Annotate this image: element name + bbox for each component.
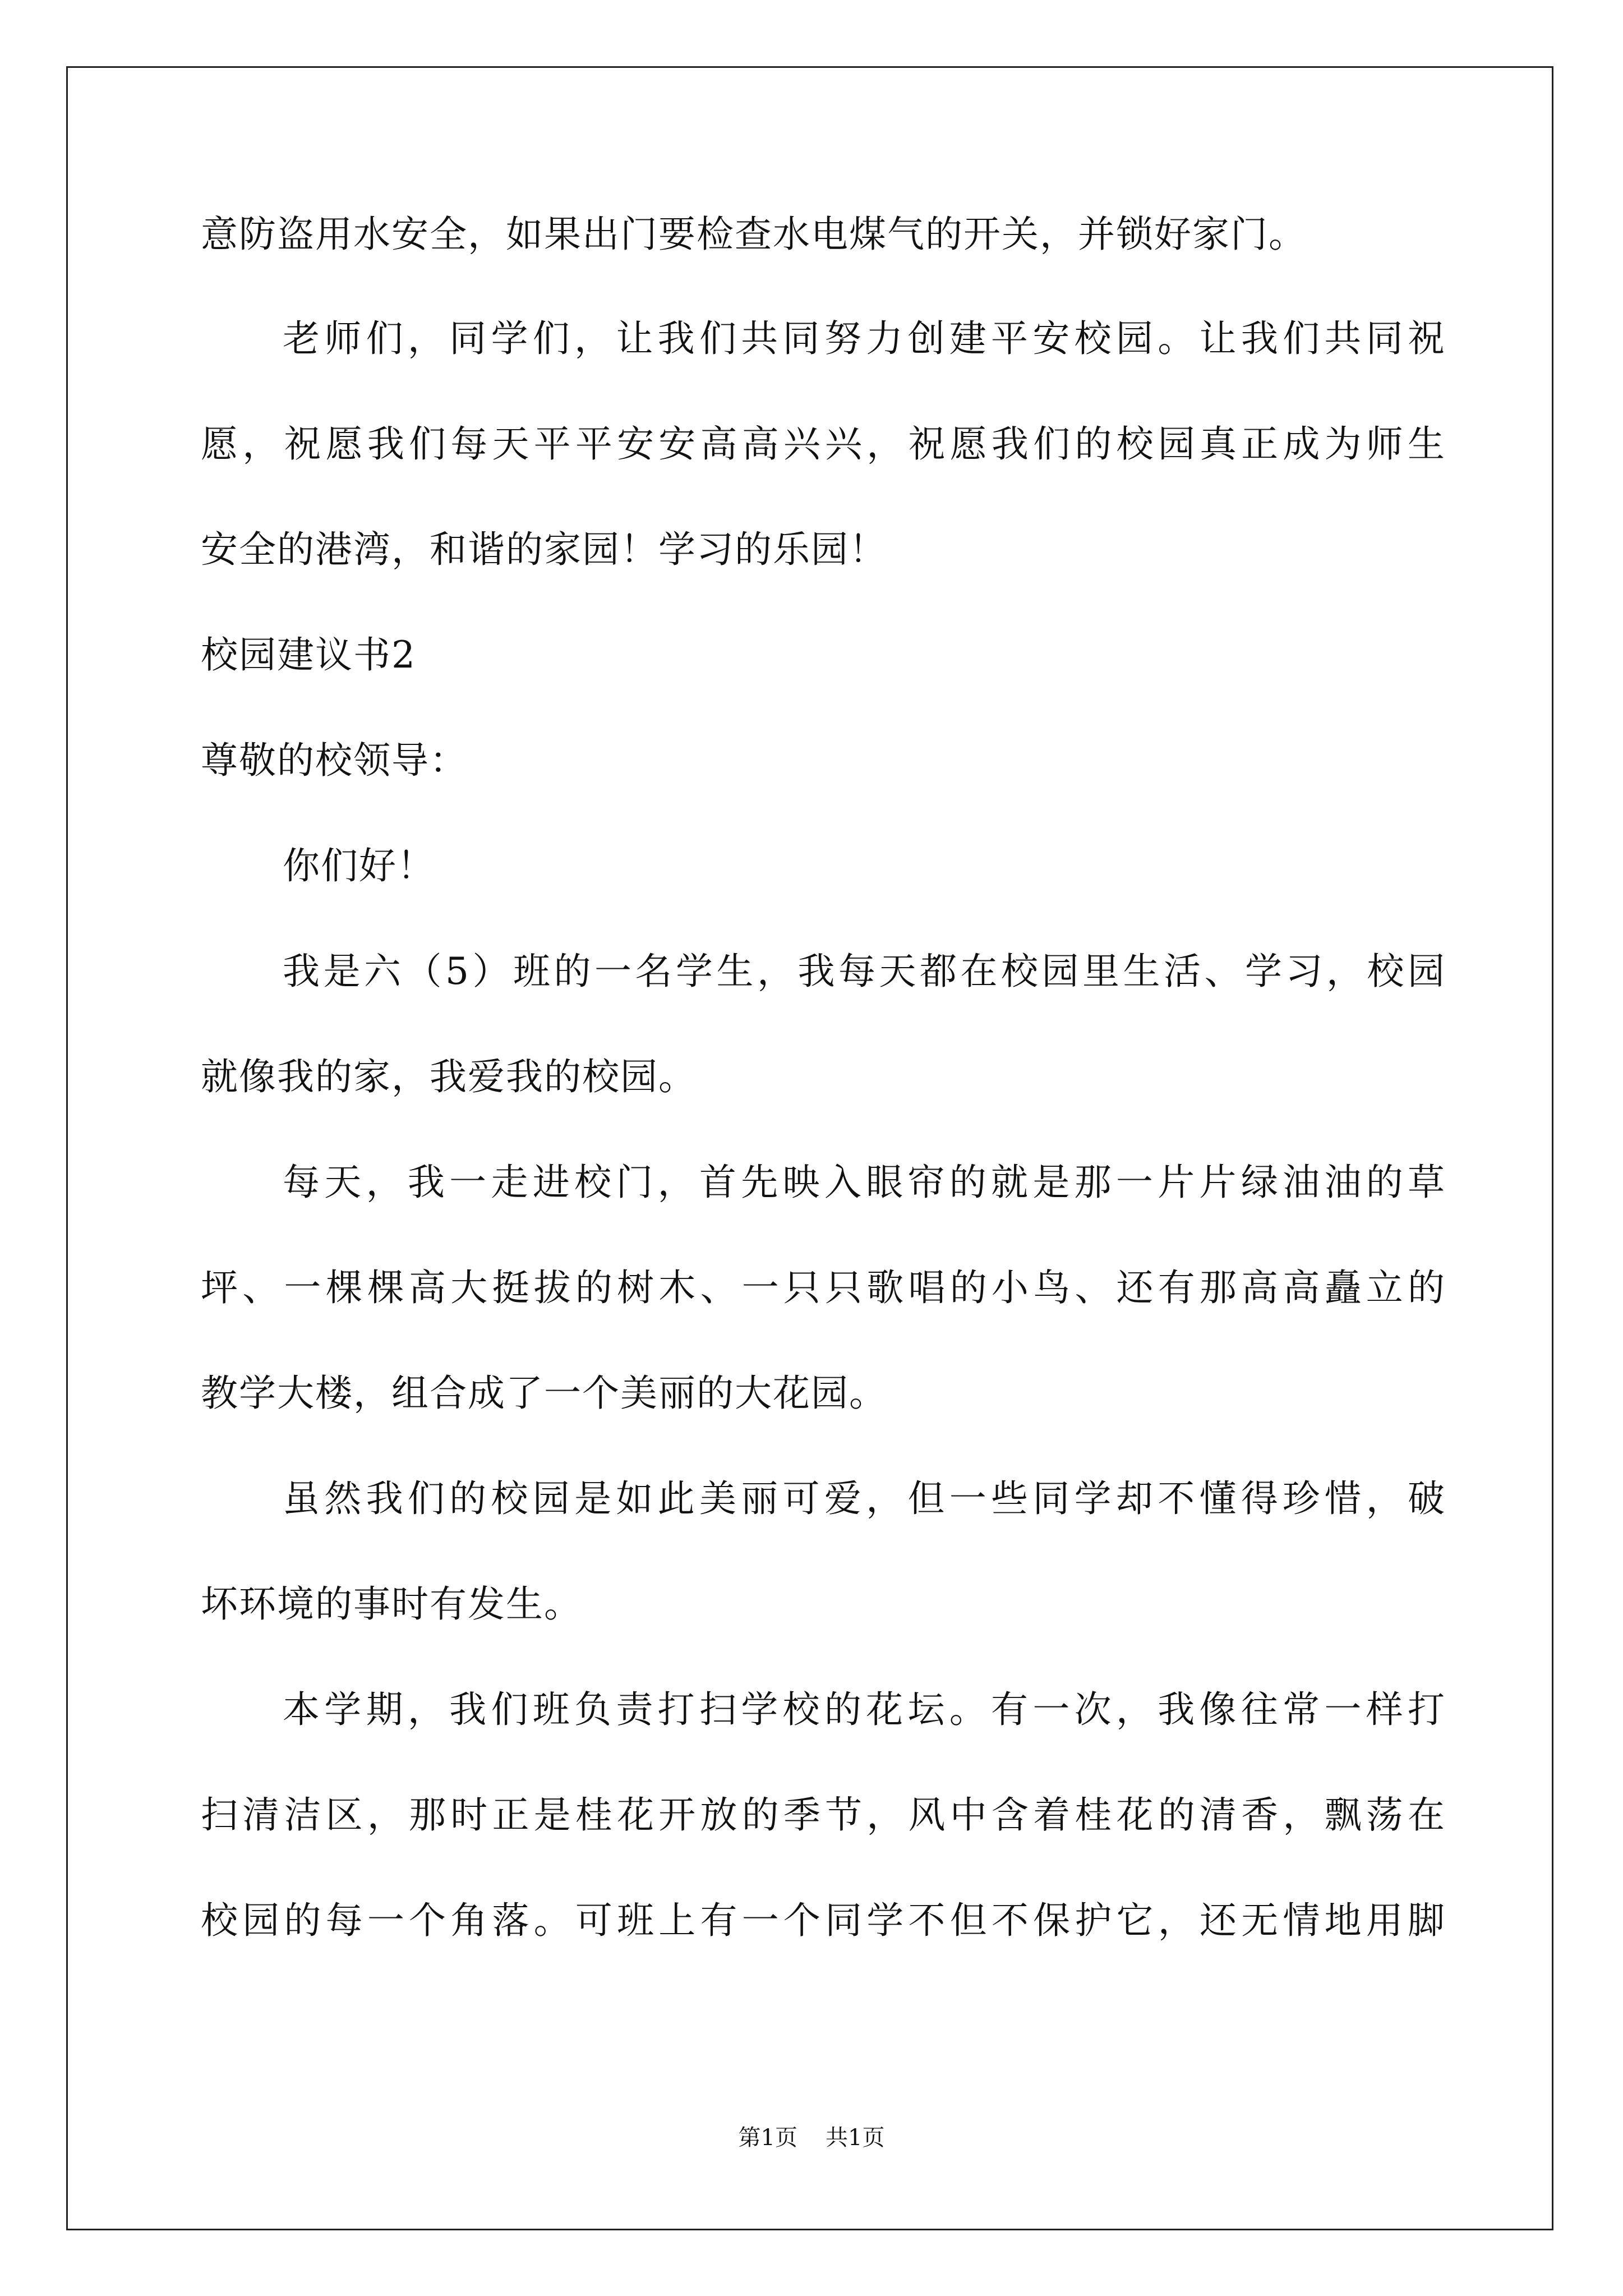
text-line-12: 教学大楼，组合成了一个美丽的大花园。 bbox=[201, 1372, 887, 1415]
text-line-13: 虽然我们的校园是如此美丽可爱，但一些同学却不懂得珍惜，破 bbox=[283, 1477, 1446, 1520]
salutation: 尊敬的校领导： bbox=[201, 739, 468, 782]
text-line-8: 我是六（5）班的一名学生，我每天都在校园里生活、学习，校园 bbox=[283, 950, 1446, 993]
page-number-current: 第1页 bbox=[738, 2125, 797, 2151]
text-line-16: 扫清洁区，那时正是桂花开放的季节，风中含着桂花的清香，飘荡在 bbox=[201, 1793, 1446, 1837]
text-line-4: 安全的港湾，和谐的家园！学习的乐园！ bbox=[201, 528, 887, 571]
page-footer bbox=[0, 2124, 1623, 2152]
text-line-2: 老师们，同学们，让我们共同努力创建平安校园。让我们共同祝 bbox=[283, 317, 1446, 360]
text-line-3: 愿，祝愿我们每天平平安安高高兴兴，祝愿我们的校园真正成为师生 bbox=[201, 422, 1446, 466]
section-heading: 校园建议书2 bbox=[201, 633, 416, 677]
text-line-14: 坏环境的事时有发生。 bbox=[201, 1582, 582, 1626]
text-line-15: 本学期，我们班负责打扫学校的花坛。有一次，我像往常一样打 bbox=[283, 1688, 1446, 1731]
text-line-11: 坪、一棵棵高大挺拔的树木、一只只歌唱的小鸟、还有那高高矗立的 bbox=[201, 1266, 1446, 1309]
text-line-9: 就像我的家，我爱我的校园。 bbox=[201, 1055, 697, 1098]
text-line-10: 每天，我一走进校门，首先映入眼帘的就是那一片片绿油油的草 bbox=[283, 1161, 1446, 1204]
greeting: 你们好！ bbox=[283, 844, 435, 887]
text-line-1: 意防盗用水安全，如果出门要检查水电煤气的开关，并锁好家门。 bbox=[201, 213, 1307, 256]
page-number-total: 共1页 bbox=[826, 2125, 885, 2151]
text-line-17: 校园的每一个角落。可班上有一个同学不但不保护它，还无情地用脚 bbox=[201, 1899, 1446, 1942]
